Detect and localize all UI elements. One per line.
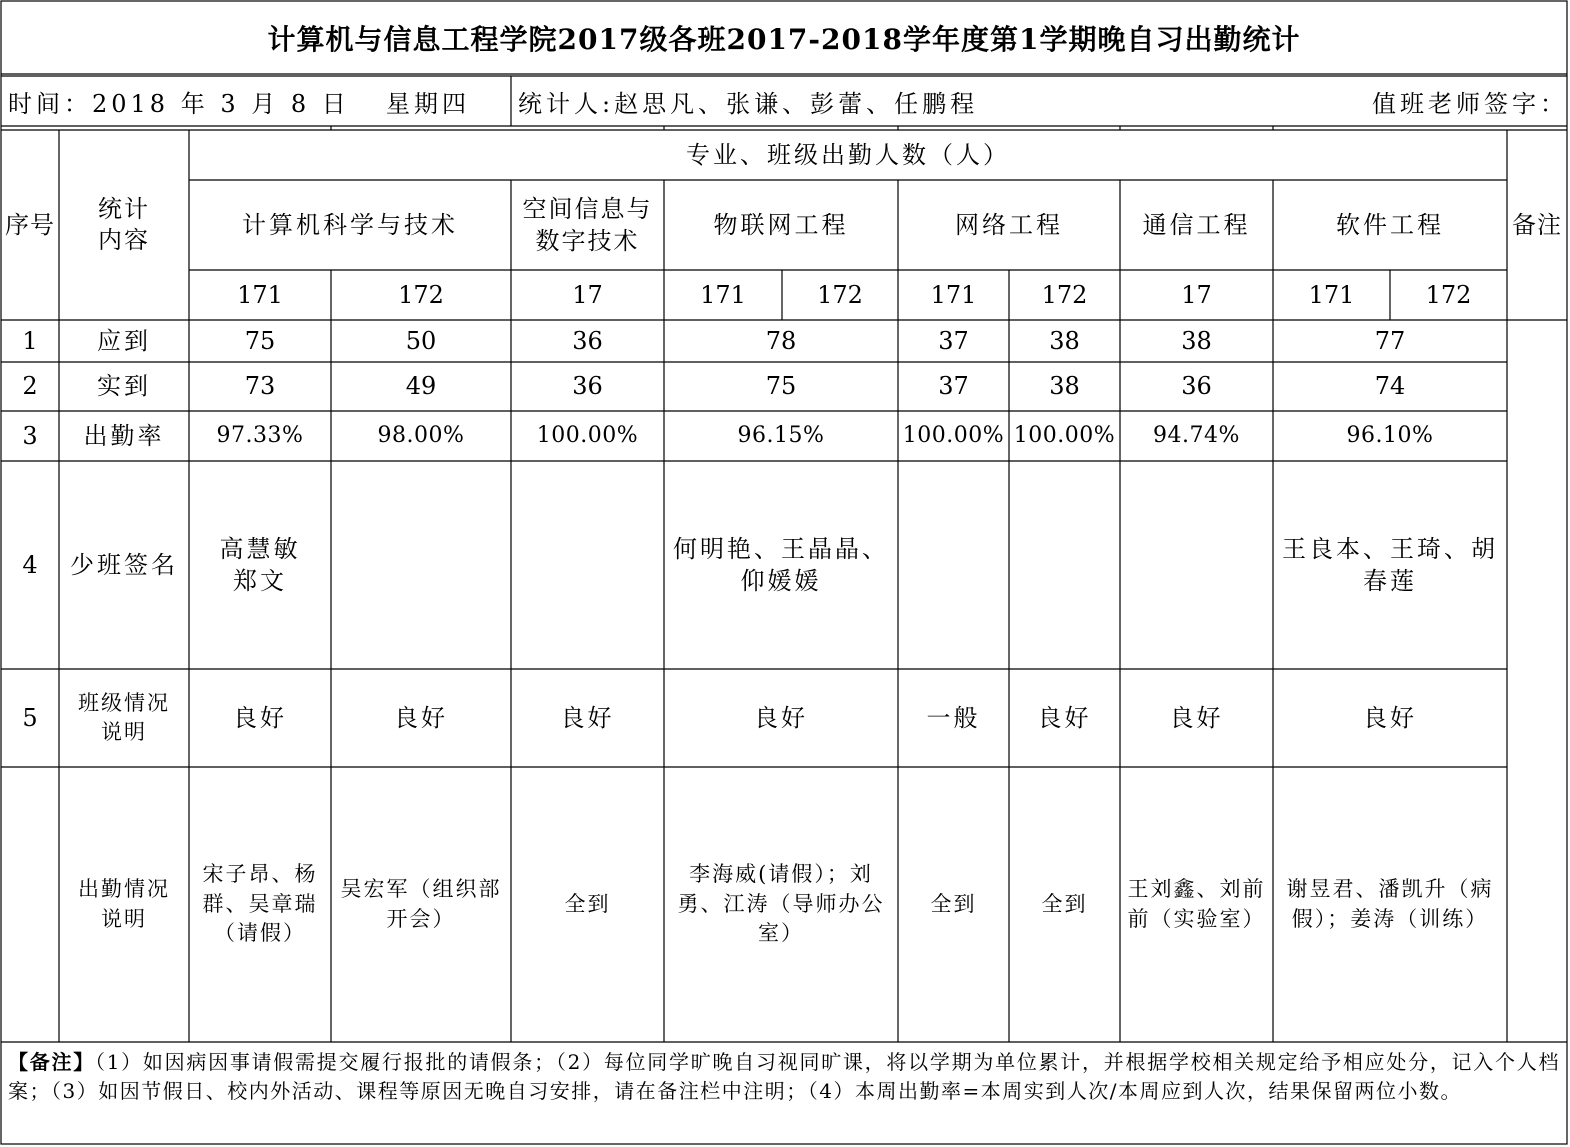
table-cell: 75	[244, 326, 276, 355]
table-cell: 何明艳、王晶晶、 仰媛媛	[673, 534, 889, 595]
table-cell: 98.00%	[377, 423, 465, 449]
class-cell: 171	[237, 280, 283, 309]
table-cell: 良好	[1169, 703, 1224, 732]
info-teacher-signature: 值班老师签字：	[1372, 89, 1568, 118]
class-cell: 172	[1041, 280, 1088, 309]
table-cell: 50	[405, 326, 437, 355]
row-label: 少班签名	[70, 550, 178, 579]
table-cell: 96.10%	[1346, 423, 1434, 449]
class-cell: 171	[930, 280, 977, 309]
table-cell: 高慧敏 郑文	[219, 534, 301, 595]
table-cell: 100.00%	[902, 423, 1005, 449]
table-cell: 77	[1374, 326, 1406, 355]
major-communication: 通信工程	[1142, 210, 1251, 239]
row-seq: 5	[22, 703, 38, 732]
table-cell: 97.33%	[216, 423, 304, 449]
sheet-title: 计算机与信息工程学院2017级各班2017-2018学年度第1学期晚自习出勤统计	[267, 23, 1301, 56]
table-cell: 36	[1181, 372, 1212, 401]
major-spatial-info: 空间信息与 数字技术	[522, 194, 653, 255]
table-cell: 良好	[233, 703, 287, 732]
info-date: 时间：2018 年 3 月 8 日	[8, 89, 350, 118]
table-cell: 100.00%	[536, 423, 639, 449]
row-label: 应到	[97, 326, 151, 355]
table-cell: 吴宏军（组织部 开会）	[340, 877, 502, 931]
table-cell: 96.15%	[737, 423, 825, 449]
header-attendance-group: 专业、班级出勤人数（人）	[686, 140, 1010, 169]
row-label: 班级情况 说明	[78, 690, 170, 744]
table-cell: 100.00%	[1013, 423, 1116, 449]
table-cell: 王良本、王琦、胡 春莲	[1282, 534, 1498, 595]
class-cell: 172	[817, 280, 863, 309]
table-cell: 38	[1049, 326, 1080, 355]
table-cell: 宋子昂、杨 群、吴章瑞 （请假）	[202, 862, 318, 946]
table-cell: 良好	[754, 703, 808, 732]
table-cell	[1009, 461, 1120, 669]
major-iot: 物联网工程	[713, 210, 849, 239]
table-cell	[331, 461, 511, 669]
table-cell: 73	[244, 372, 276, 401]
header-content: 统计 内容	[98, 194, 150, 254]
header-remark: 备注	[1512, 210, 1562, 239]
table-cell: 74	[1374, 372, 1406, 401]
footer-text: （1）如因病因事请假需提交履行报批的请假条；（2）每位同学旷晚自习视同旷课，将以学期为单位累计，并根据学校相关规定给予相应处分，记入个人档案；（3）如因节假日、校内外活动、课程等原因无晚自习安排，请在备注栏中注明；（4）本周出勤率=本周实到人次/本周应到人次，结果保留两位小数。	[8, 1050, 1561, 1103]
table-cell: 谢昱君、潘凯升（病 假）；姜涛（训练）	[1286, 877, 1494, 931]
table-cell: 全到	[564, 891, 611, 916]
class-cell: 172	[1425, 280, 1472, 309]
table-cell: 36	[572, 372, 603, 401]
table-cell: 良好	[394, 703, 448, 732]
row-label: 出勤率	[83, 421, 165, 450]
major-computer-science: 计算机科学与技术	[242, 210, 458, 239]
row-seq: 3	[22, 421, 38, 450]
table-cell: 38	[1049, 372, 1080, 401]
class-cell: 171	[700, 280, 746, 309]
table-cell: 良好	[1037, 703, 1092, 732]
class-cell: 17	[1181, 280, 1212, 309]
major-software: 软件工程	[1336, 210, 1444, 239]
table-cell: 49	[405, 372, 437, 401]
table-cell: 37	[938, 326, 969, 355]
table-cell	[511, 461, 664, 669]
table-cell: 全到	[930, 891, 977, 916]
row-seq: 2	[22, 372, 38, 401]
footer-notes	[8, 1048, 1560, 1106]
class-cell: 172	[398, 280, 444, 309]
table-cell	[1120, 461, 1273, 669]
row-seq: 1	[22, 326, 38, 355]
class-cell: 17	[572, 280, 603, 309]
table-cell: 37	[938, 372, 969, 401]
row-seq	[1, 767, 59, 1042]
table-cell: 94.74%	[1153, 423, 1240, 449]
table-cell: 王刘鑫、刘前 前（实验室）	[1127, 877, 1266, 931]
table-cell	[898, 461, 1009, 669]
table-cell: 一般	[926, 703, 981, 732]
table-cell: 良好	[560, 703, 615, 732]
table-cell: 全到	[1041, 891, 1088, 916]
table-cell: 良好	[1363, 703, 1417, 732]
table-cell: 75	[765, 372, 797, 401]
table-cell: 78	[765, 326, 797, 355]
row-label: 出勤情况 说明	[78, 877, 170, 931]
header-seq: 序号	[5, 210, 55, 239]
info-counters: 统计人:赵思凡、张谦、彭蕾、任鹏程	[518, 89, 979, 118]
table-cell: 38	[1181, 326, 1212, 355]
class-cell: 171	[1308, 280, 1355, 309]
footer-tag: 【备注】	[8, 1050, 95, 1074]
row-label: 实到	[97, 372, 151, 401]
info-weekday: 星期四	[386, 89, 470, 118]
row-seq: 4	[22, 550, 38, 579]
table-cell: 36	[572, 326, 603, 355]
table-cell: 李海威(请假）；刘 勇、江涛（导师办公 室）	[677, 862, 885, 946]
major-network: 网络工程	[955, 210, 1063, 239]
